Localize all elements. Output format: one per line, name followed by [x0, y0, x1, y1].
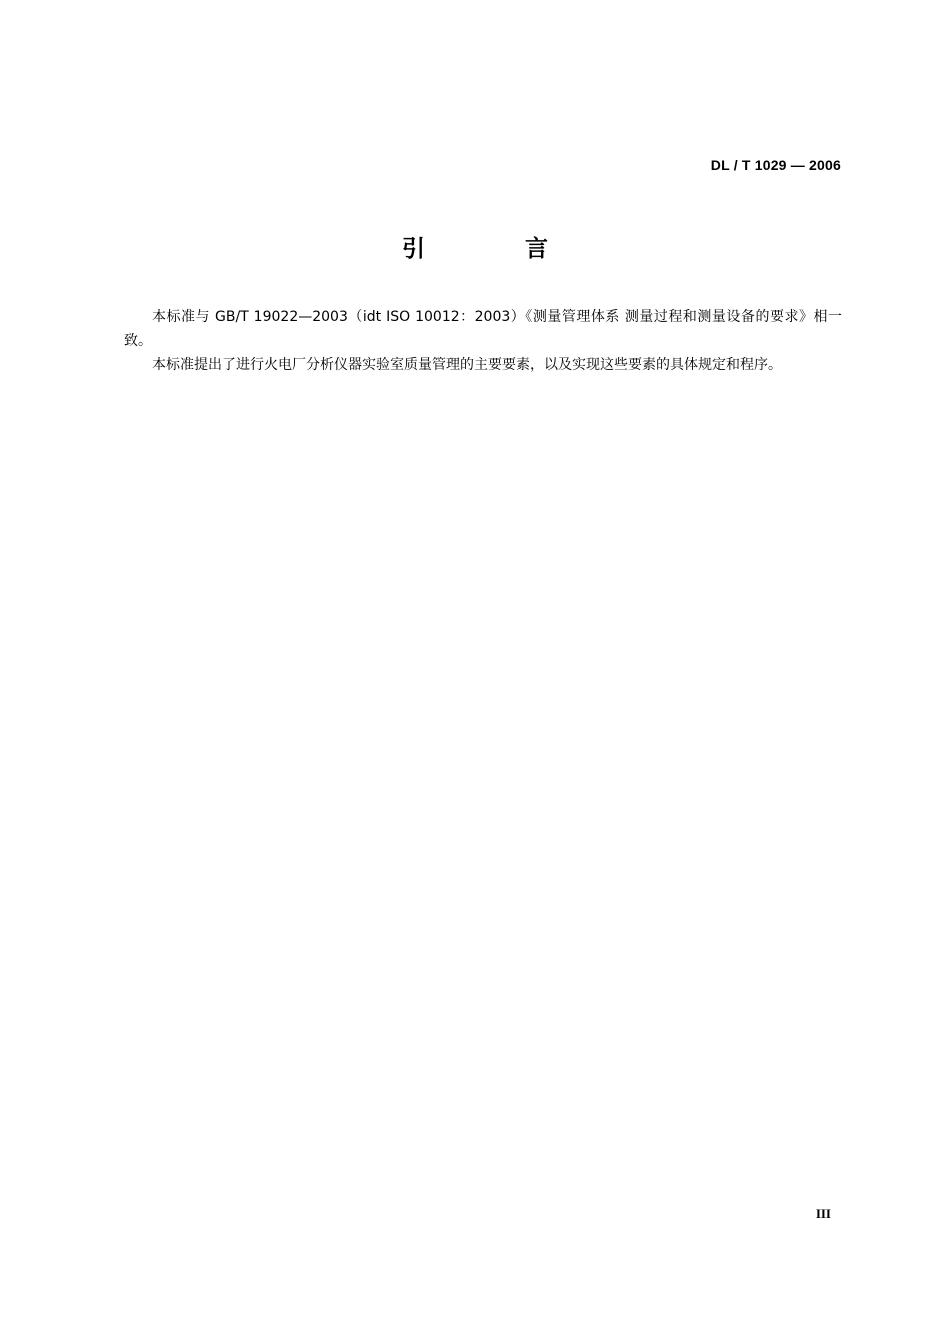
- paragraph: 本标准与 GB/T 19022—2003（idt ISO 10012：2003）《测量管理体系 测量过程和测量设备的要求》相一致。: [124, 309, 842, 349]
- paragraph: 本标准提出了进行火电厂分析仪器实验室质量管理的主要要素，以及实现这些要素的具体规定和程序。: [152, 357, 782, 373]
- page-number: III: [815, 1206, 831, 1221]
- body-text: [124, 305, 842, 377]
- standard-code: DL / T 1029 — 2006: [710, 157, 841, 173]
- page-title: 引 言: [401, 236, 594, 262]
